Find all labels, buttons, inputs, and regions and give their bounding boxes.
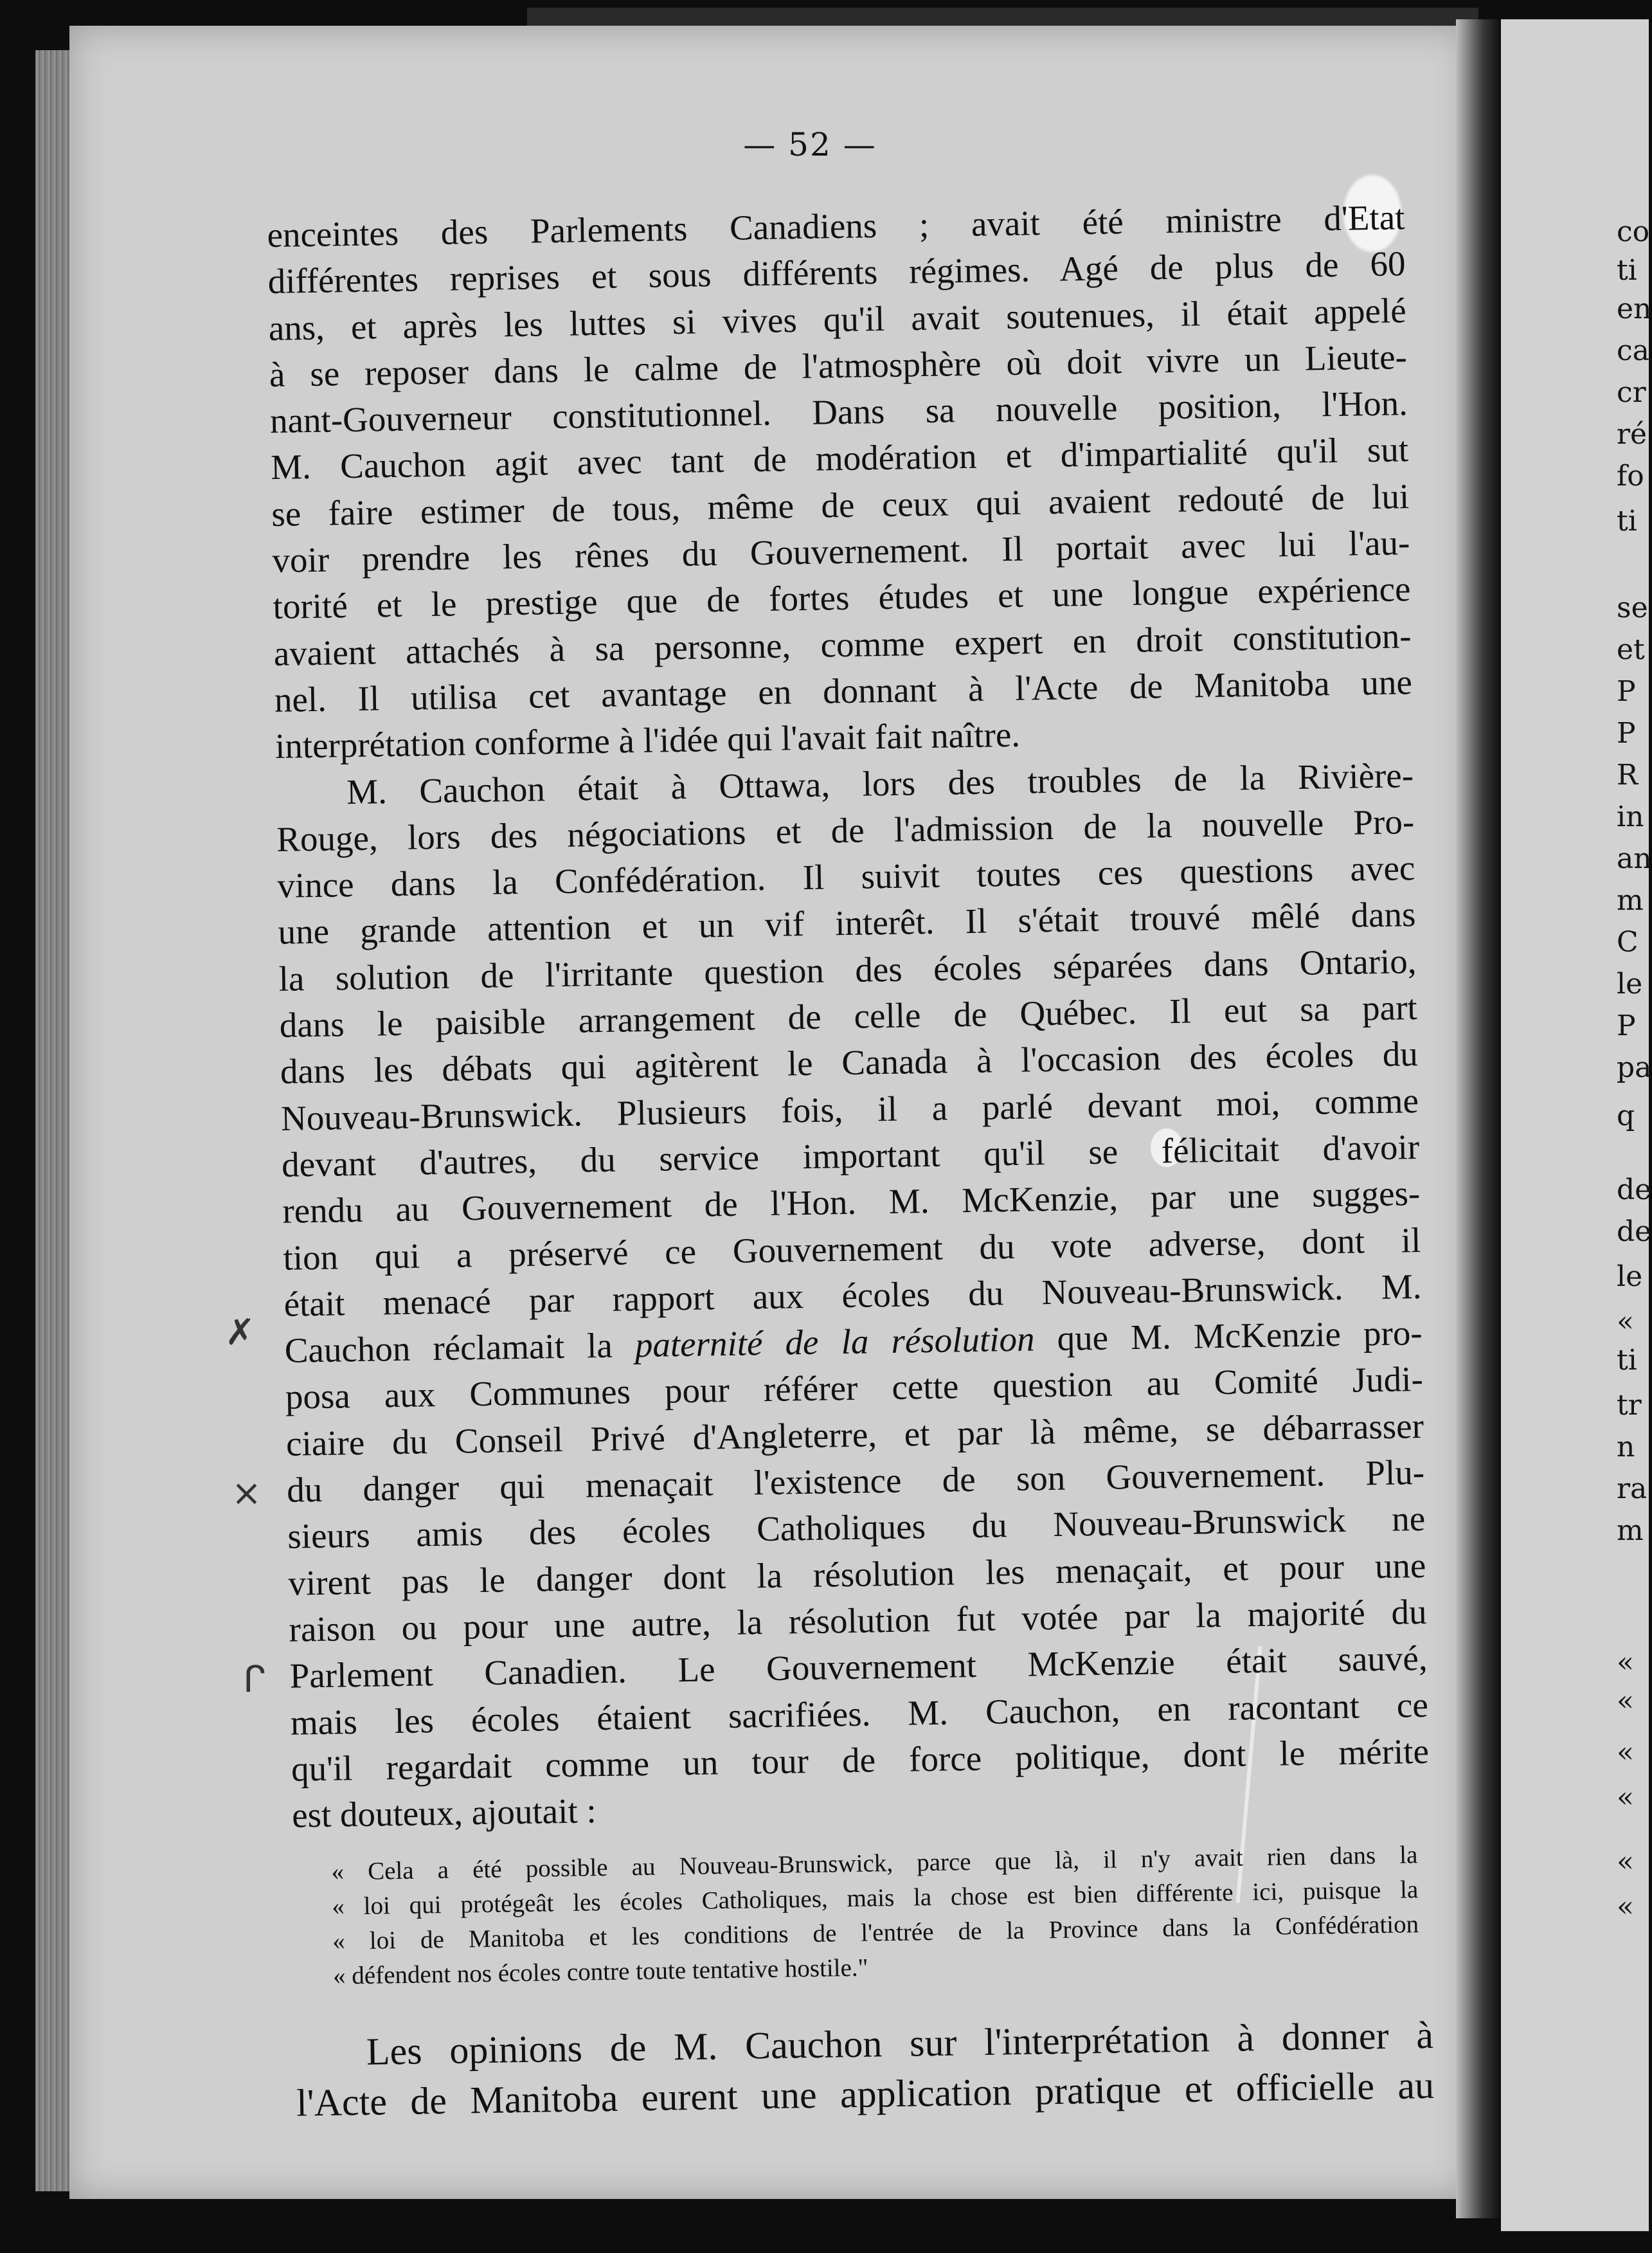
facing-page-fragment: ti	[1617, 1344, 1637, 1377]
text-line: mais les écoles étaient sacrifiées. M. Cauchon, en racontant ce	[290, 1685, 1429, 1742]
text-line: interprétation conforme à l'idée qui l'avait fait naître.	[274, 714, 1021, 766]
text-line: M. Cauchon agit avec tant de modération et d'impartialité qu'il sut	[270, 430, 1409, 487]
body-text	[267, 194, 1435, 2128]
text-line: dans le paisible arrangement de celle de Québec. Il eut sa part	[279, 988, 1418, 1045]
paragraph-3	[295, 2010, 1434, 2128]
facing-page-fragment: le	[1617, 1260, 1643, 1293]
paragraph-1	[267, 194, 1413, 770]
text-line: « défendent nos écoles contre toute tentative hostile."	[332, 1954, 868, 1991]
text-line: était menacé par rapport aux écoles du Nouveau-Brunswick. M.	[283, 1266, 1422, 1324]
facing-page-fragment: m	[1617, 1514, 1644, 1547]
text-line: vince dans la Confédération. Il suivit toutes ces questions avec	[276, 848, 1415, 906]
text-line: enceintes des Parlements Canadiens ; avait été ministre d'Etat	[267, 197, 1405, 255]
facing-page-fragment: le	[1617, 968, 1643, 1000]
text-line: Rouge, lors des négociations et de l'admission de la nouvelle Pro-	[276, 801, 1415, 859]
facing-page-fragment: ti	[1617, 254, 1637, 287]
margin-mark-hook: ᒋ	[243, 1659, 266, 1701]
text-line: Nouveau-Brunswick. Plusieurs fois, il a parlé devant moi, comme	[280, 1080, 1419, 1138]
facing-page-text-fragments	[1617, 0, 1652, 2253]
page-number: — 52 —	[743, 126, 877, 163]
text-line: Parlement Canadien. Le Gouvernement McKenzie était sauvé,	[289, 1638, 1428, 1696]
text-line: du danger qui menaçait l'existence de son Gouvernement. Plu-	[286, 1452, 1425, 1510]
book-page-edges	[35, 50, 74, 2191]
facing-page-fragment: «	[1617, 1646, 1634, 1679]
text-line: virent pas le danger dont la résolution les menaçait, et pour une	[288, 1545, 1426, 1603]
gutter-shadow	[1456, 19, 1501, 2218]
facing-page-fragment: de	[1617, 1215, 1652, 1248]
facing-page-fragment: m	[1617, 884, 1644, 917]
text-line: avaient attachés à sa personne, comme expert en droit constitution-	[273, 615, 1412, 673]
text-line: nel. Il utilisa cet avantage en donnant à l'Acte de Manitoba une	[274, 662, 1413, 719]
facing-page-fragment: q	[1617, 1099, 1635, 1132]
quotation	[292, 1838, 1419, 1995]
text-line: différentes reprises et sous différents régimes. Agé de plus de 60	[267, 244, 1406, 302]
facing-page-fragment: n	[1617, 1431, 1635, 1463]
text-line: ciaire du Conseil Privé d'Angleterre, et par là même, se débarrasser	[285, 1406, 1424, 1463]
text-line: « Cela a été possible au Nouveau-Brunswick, parce que là, il n'y avait rien dans la	[331, 1841, 1418, 1887]
text-line: une grande attention et un vif interêt. Il s'était trouvé mêlé dans	[278, 894, 1416, 952]
italic-phrase: paternité de la résolution	[634, 1319, 1035, 1365]
text-line: Les opinions de M. Cauchon sur l'interprétation à donner à	[366, 2014, 1434, 2074]
text-line: qu'il regardait comme un tour de force politique, dont le mérite	[291, 1731, 1430, 1789]
text-run: Cauchon réclamait la	[284, 1325, 636, 1370]
facing-page-fragment: R	[1617, 759, 1639, 792]
facing-page-fragment: cr	[1617, 376, 1646, 409]
facing-page-fragment: co	[1617, 215, 1650, 248]
facing-page-fragment: pa	[1617, 1051, 1652, 1084]
facing-page-fragment: C	[1617, 926, 1639, 959]
margin-mark-cross: ×	[231, 1472, 262, 1514]
facing-page-fragment: tr	[1617, 1389, 1642, 1422]
text-line: « loi de Manitoba et les conditions de l'entrée de la Province dans la Confédération	[332, 1910, 1419, 1956]
facing-page-fragment: ré	[1617, 418, 1648, 451]
facing-page-fragment: «	[1617, 1845, 1634, 1878]
facing-page-fragment: «	[1617, 1736, 1634, 1769]
text-line: tion qui a préservé ce Gouvernement du vote adverse, dont il	[283, 1220, 1421, 1278]
facing-page-fragment: «	[1617, 1305, 1634, 1338]
facing-page-fragment: «	[1617, 1890, 1634, 1923]
text-line: ans, et après les luttes si vives qu'il avait soutenues, il était appelé	[268, 290, 1407, 348]
facing-page-fragment: «	[1617, 1781, 1634, 1814]
text-line: rendu au Gouvernement de l'Hon. M. McKenzie, par une sugges-	[282, 1173, 1421, 1231]
paragraph-2	[276, 752, 1430, 1839]
text-line: posa aux Communes pour référer cette question au Comité Judi-	[285, 1359, 1424, 1417]
text-line: torité et le prestige que de fortes études et une longue expérience	[273, 569, 1411, 627]
text-line: « loi qui protégeât les écoles Catholiques, mais la chose est bien différente ici, puisque la	[332, 1876, 1419, 1921]
facing-page-fragment: en	[1617, 293, 1652, 325]
facing-page-fragment: se	[1617, 592, 1648, 624]
text-line: l'Acte de Manitoba eurent une application pratique et officielle au	[296, 2064, 1435, 2125]
margin-mark-cross: ✗	[225, 1312, 255, 1353]
text-line: raison ou pour une autre, la résolution fut votée par la majorité du	[289, 1591, 1427, 1649]
text-line: à se reposer dans le calme de l'atmosphère où doit vivre un Lieute-	[269, 337, 1408, 394]
facing-page-fragment: et	[1617, 633, 1645, 666]
facing-page-fragment: P	[1617, 1009, 1636, 1042]
text-line: devant d'autres, du service important qu'il se félicitait d'avoir	[281, 1126, 1420, 1184]
facing-page-fragment: in	[1617, 801, 1644, 833]
facing-page-fragment: an	[1617, 842, 1652, 875]
facing-page-fragment: P	[1617, 717, 1636, 750]
facing-page-fragment: «	[1617, 1685, 1634, 1717]
facing-page-fragment: P	[1617, 675, 1636, 708]
text-line: M. Cauchon était à Ottawa, lors des troubles de la Rivière-	[346, 755, 1414, 811]
text-line: sieurs amis des écoles Catholiques du Nouveau-Brunswick ne	[287, 1499, 1426, 1557]
text-line: se faire estimer de tous, même de ceux qui avaient redouté de lui	[271, 476, 1410, 534]
text-run: que M. McKenzie pro-	[1034, 1313, 1423, 1359]
text-line: dans les débats qui agitèrent le Canada à l'occasion des écoles du	[280, 1034, 1419, 1092]
text-line: est douteux, ajoutait :	[291, 1791, 597, 1835]
facing-page-fragment: ti	[1617, 505, 1637, 538]
text-line: nant-Gouverneur constitutionnel. Dans sa nouvelle position, l'Hon.	[269, 383, 1408, 441]
facing-page-fragment: fo	[1617, 460, 1644, 493]
text-line: la solution de l'irritante question des écoles séparées dans Ontario,	[278, 941, 1417, 999]
facing-page-fragment: de	[1617, 1173, 1652, 1206]
facing-page-fragment: ca	[1617, 334, 1649, 367]
facing-page-fragment: ra	[1617, 1472, 1648, 1505]
text-line: voir prendre les rênes du Gouvernement. Il portait avec lui l'au-	[272, 523, 1410, 581]
scan-top-strip	[527, 8, 1478, 27]
